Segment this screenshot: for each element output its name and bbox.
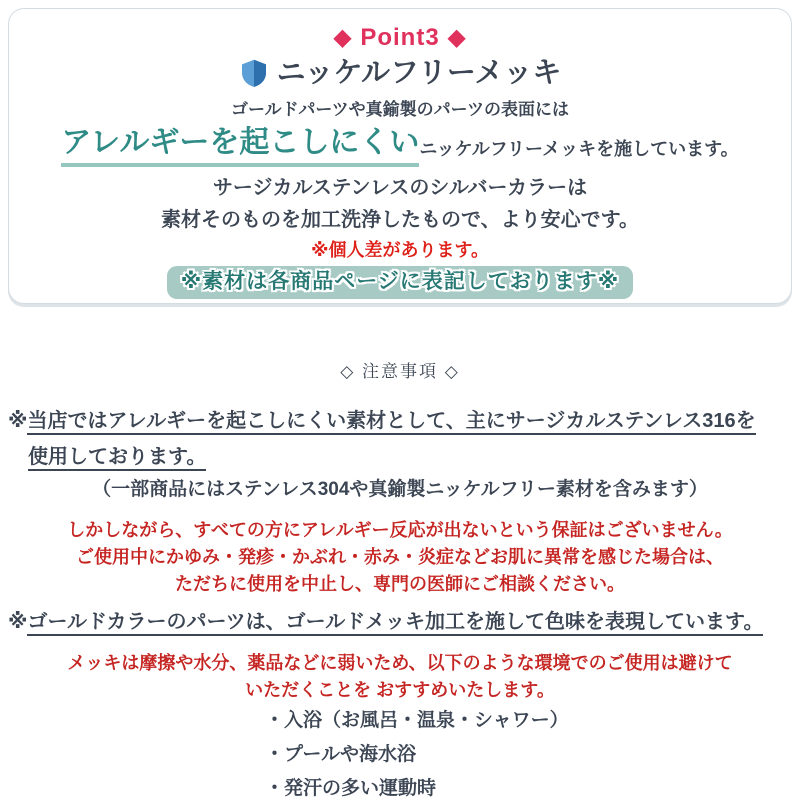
- list-item: ・プールや海水浴: [265, 744, 417, 765]
- individual-difference-note: ※個人差があります。: [310, 240, 490, 260]
- asterisk-mark: ※: [8, 611, 28, 633]
- notice-item-materials-line2: 使用しております。: [8, 439, 800, 475]
- plating-warning-paragraph: [0, 650, 800, 704]
- card-line-2: サージカルステンレスのシルバーカラーは: [212, 177, 588, 199]
- notice-item-gold-plating: ※ゴールドカラーのパーツは、ゴールドメッキ加工を施して色味を表現しています。: [0, 608, 800, 636]
- avoid-environment-list: [0, 710, 800, 800]
- warning-line: メッキは摩擦や水分、薬品などに弱いため、以下のような環境でのご使用は避けて: [67, 653, 733, 673]
- list-item: ・入浴（お風呂・温泉・シャワー）: [265, 710, 569, 731]
- list-item: ・発汗の多い運動時: [265, 778, 437, 799]
- material-note-box-wrap: [9, 262, 791, 299]
- notice-section: [0, 305, 800, 800]
- warning-line: ご使用中にかゆみ・発疹・かぶれ・赤み・炎症などお肌に異常を感じた場合は、: [76, 547, 724, 567]
- materials-sub-note: （一部商品にはステンレス304や真鍮製ニッケルフリー素材を含みます）: [92, 479, 708, 500]
- card-title-text: ニッケルフリーメッキ: [276, 57, 562, 89]
- allergy-rest-text: ニッケルフリーメッキを施しています。: [419, 139, 739, 159]
- material-note-box: ※素材は各商品ページに表記しております※: [167, 266, 633, 299]
- warning-line: いただくことを おすすめいたします。: [245, 680, 555, 700]
- asterisk-mark: ※: [8, 410, 28, 432]
- card-line-1: ゴールドパーツや真鍮製のパーツの表面には: [231, 100, 569, 119]
- point3-card: [8, 8, 792, 304]
- card-title: [9, 55, 791, 91]
- allergy-highlight-text: アレルギーを起こしにくい: [61, 124, 419, 167]
- notice-item-materials: [0, 403, 800, 475]
- shield-icon: [239, 58, 269, 88]
- notice-heading: ◇ 注意事項 ◇: [340, 362, 460, 381]
- card-line-3: 素材そのものを加工洗浄したもので、より安心です。: [161, 209, 639, 231]
- warning-line: ただちに使用を中止し、専門の医師にご相談ください。: [175, 574, 625, 594]
- allergy-warning-paragraph: [0, 517, 800, 598]
- allergy-highlight-row: [9, 123, 791, 167]
- point3-badge: ◆ Point3 ◆: [333, 24, 467, 51]
- warning-line: しかしながら、すべての方にアレルギー反応が出ないという保証はございません。: [67, 520, 733, 540]
- notice-item-materials-line1: ※当店ではアレルギーを起こしにくい素材として、主にサージカルステンレス316を: [8, 403, 800, 439]
